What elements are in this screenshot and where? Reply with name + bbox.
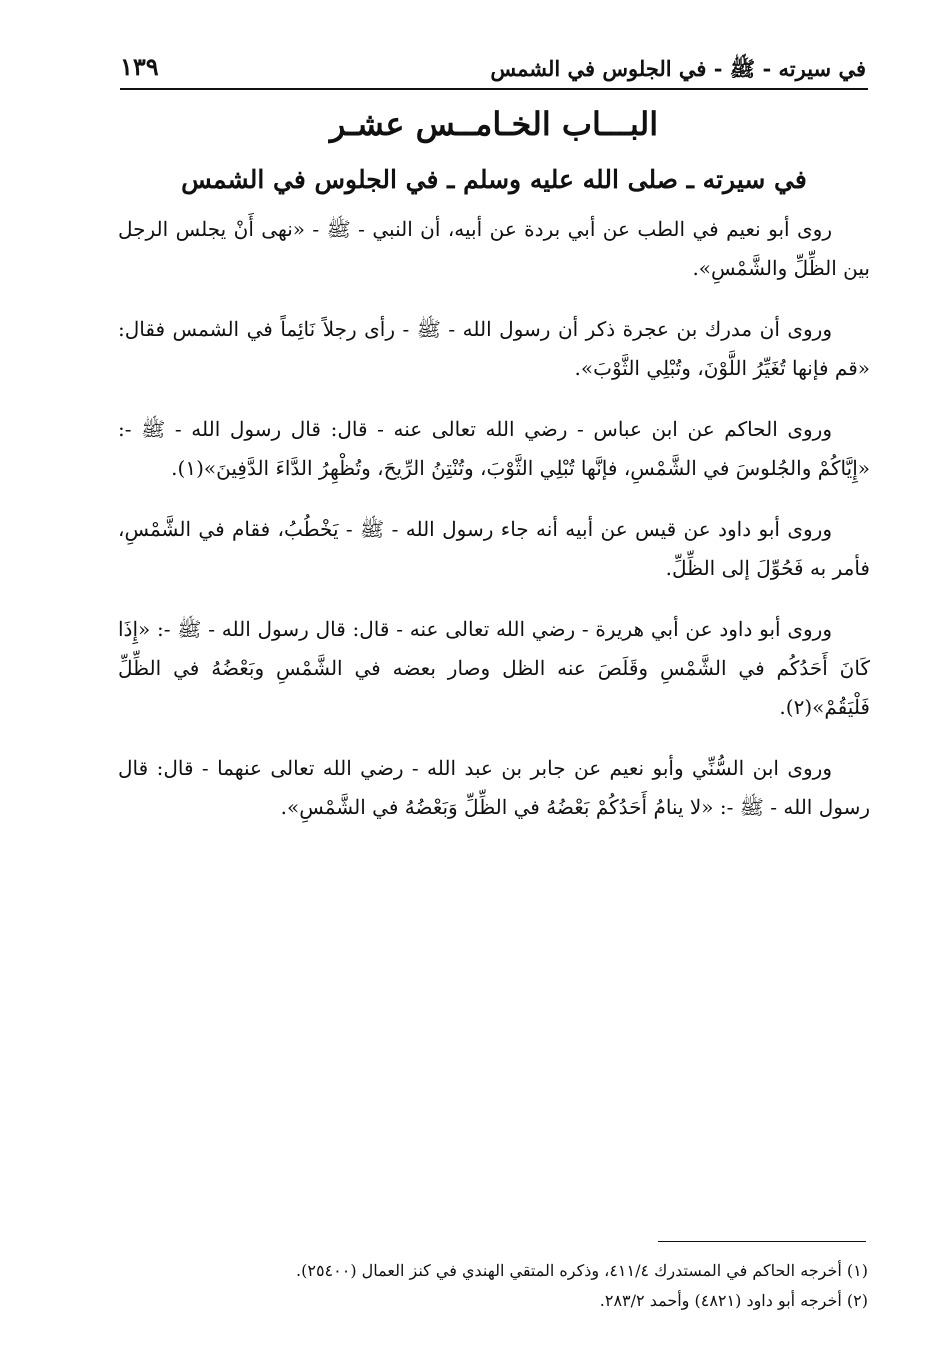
chapter-subtitle: في سيرته ـ صلى الله عليه وسلم ـ في الجلوس في الشمس [181,165,807,194]
header-rule [120,88,868,90]
footnote: (١) أخرجه الحاكم في المستدرك ٤١١/٤، وذكره المتقي الهندي في كنز العمال (٢٥٤٠٠). [296,1261,868,1280]
paragraph: وروى ابن السُّنِّي وأبو نعيم عن جابر بن عبد الله - رضي الله تعالى عنهما - قال: قال رسول الله - ﷺ -: «لا ينامُ أَحَدُكُمْ بَعْضُهُ في الظِّلِّ وَبَعْضُهُ في الشَّمْسِ». [118,756,870,819]
page-number: ١٣٩ [120,52,159,81]
paragraph: روى أبو نعيم في الطب عن أبي بردة عن أبيه، أن النبي - ﷺ - «نهى أَنْ يجلس الرجل بين الظِّلِّ والشَّمْسِ». [118,217,870,280]
paragraph: وروى أبو داود عن قيس عن أبيه أنه جاء رسول الله - ﷺ - يَخْطُبُ، فقام في الشَّمْسِ، فأمر به فَحُوِّلَ إلى الظِّلِّ. [118,517,870,580]
footnote-rule [658,1241,866,1242]
paragraph: وروى الحاكم عن ابن عباس - رضي الله تعالى عنه - قال: قال رسول الله - ﷺ -: «إِيَّاكُمْ والجُلوسَ في الشَّمْسِ، فإنَّها تُبْلِي الثَّوْبَ، وتُنْتِنُ الرِّيحَ، وتُظْهِرُ الدَّاءَ الدَّفِينَ»(١). [118,417,870,480]
running-title: في سيرته - ﷺ - في الجلوس في الشمس [490,56,866,81]
paragraph: وروى أن مدرك بن عجرة ذكر أن رسول الله - ﷺ - رأى رجلاً نَائِماً في الشمس فقال: «قم فإنها تُغَيِّرُ اللَّوْنَ، وتُبْلِي الثَّوْبَ». [118,317,870,380]
footnote: (٢) أخرجه أبو داود (٤٨٢١) وأحمد ٢٨٣/٢. [599,1291,868,1310]
body-text [118,210,870,849]
chapter-title: البـــاب الخـامــس عشـر [329,105,659,143]
paragraph: وروى أبو داود عن أبي هريرة - رضي الله تعالى عنه - قال: قال رسول الله - ﷺ -: «إِذَا كَانَ أَحَدُكُم في الشَّمْسِ وقَلَصَ عنه الظل وصار بعضه في الشَّمْسِ وبَعْضُهُ في الظِّلِّ فَلْيَقُمْ»(٢). [118,617,870,719]
running-header [120,52,866,88]
footnotes [118,1256,868,1316]
